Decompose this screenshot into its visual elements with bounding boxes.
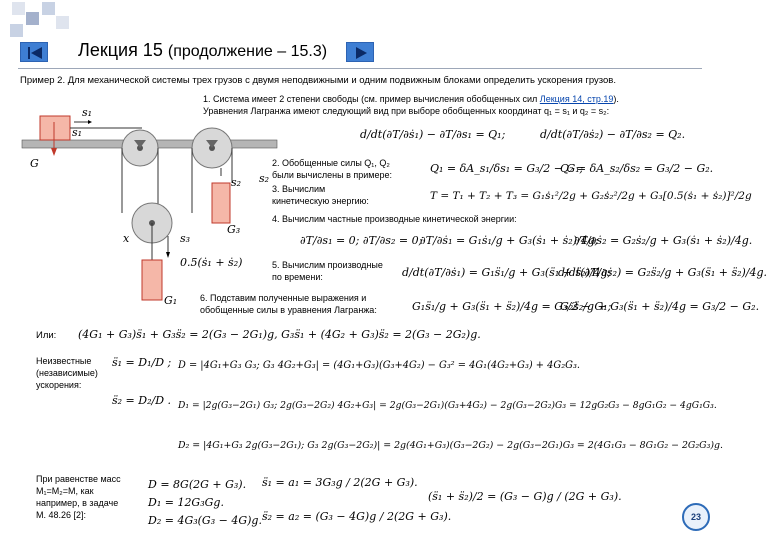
label-s2-dot: s₂ [231, 176, 242, 189]
equal-masses-line2: M₁=M₂=M, как [36, 486, 94, 496]
label-G3: G₃ [227, 223, 241, 236]
result-a1: s̈₁ = a₁ = 3G₃g / 2(2G + G₃). [262, 476, 418, 489]
step1-line2: Уравнения Лагранжа имеют следующий вид при выборе обобщенных координат q₁ = s₁ и q₂ = s₂: [203, 106, 610, 116]
result-D2: D₂ = 4G₃(G₃ − 4G)g. [148, 514, 262, 527]
slide-title [78, 40, 327, 61]
time-derivative-1: d/dt(∂T/∂ṡ₁) = G₁s̈₁/g + G₃(s̈₁ + s̈₂)/4g; [402, 266, 612, 279]
result-D: D = 8G(2G + G₃). [148, 478, 247, 491]
result-D1: D₁ = 12G₃Gg. [148, 496, 224, 509]
mechanism-diagram [22, 98, 292, 308]
step2-line2: были вычислены в примере: [272, 170, 392, 180]
weight-g2-block [212, 183, 230, 223]
partial-s: ∂T/∂s₁ = 0; ∂T/∂s₂ = 0; [300, 234, 423, 247]
step3-line1: 3. Вычислим [272, 184, 326, 194]
label-s2: s₂ [259, 172, 270, 185]
label-G: G [30, 157, 39, 170]
skip-back-icon [21, 43, 49, 63]
kinetic-energy: T = T₁ + T₂ + T₃ = G₁ṡ₁²/2g + G₂ṡ₂²/2g + G₃[0.5(ṡ₁ + ṡ₂)]²/2g [430, 190, 752, 202]
step6-line2: обобщенные силы в уравнения Лагранжа: [200, 305, 377, 315]
result-a2: s̈₂ = a₂ = (G₃ − 4G)g / 2(2G + G₃). [262, 510, 452, 523]
header-divider [18, 68, 702, 69]
equal-masses-line3: например, в задаче [36, 498, 119, 508]
lecture-14-link[interactable]: Лекция 14, стр.19 [539, 94, 614, 104]
determinant-D: D = |4G₁+G₃ G₃; G₃ 4G₂+G₃| = (4G₁+G₃)(G₃+4G₂) − G₃² = 4G₁(4G₂+G₃) + 4G₂G₃. [178, 360, 580, 371]
page-number-badge: 23 [682, 503, 710, 531]
title-main: Лекция 15 [78, 40, 163, 60]
unknowns-line1: Неизвестные [36, 356, 92, 366]
decorative-squares [4, 2, 74, 38]
determinant-D1: D₁ = |2g(G₃−2G₁) G₃; 2g(G₃−2G₂) 4G₂+G₃| = 2g(G₃−2G₁)(G₃+4G₂) − 2g(G₃−2G₂)G₃ = 12gG₂G₃ − 8gG₁G₂ − 4gG₁G₃. [178, 400, 717, 411]
equal-masses-line4: М. 48.26 [2]: [36, 510, 87, 520]
or-label: Или: [36, 330, 57, 341]
solution-s2: s̈₂ = D₂/D . [112, 394, 172, 407]
solution-s1: s̈₁ = D₁/D ; [112, 356, 172, 369]
label-s1-dot: s₁ [72, 126, 83, 139]
lagrange-eq-2: d/dt(∂T/∂ṡ₂) − ∂T/∂s₂ = Q₂. [540, 128, 686, 141]
label-G1: G₁ [164, 294, 178, 307]
step1-line1: 1. Система имеет 2 степени свободы (см. пример вычисления обобщенных сил Лекция 14, стр.19). [203, 94, 619, 104]
time-derivative-2: d/dt(∂T/∂ṡ₂) = G₂s̈₂/g + G₃(s̈₁ + s̈₂)/4g. [558, 266, 767, 279]
generalized-force-q1: Q₁ = δA_s₁/δs₁ = G₃/2 − G₁; [430, 162, 584, 175]
substituted-eq-2: G₂s̈₂/g + G₃(s̈₁ + s̈₂)/4g = G₃/2 − G₂. [560, 300, 760, 313]
step5-line1: 5. Вычислим производные [272, 260, 383, 270]
partial-dot-s1: ∂T/∂ṡ₁ = G₁ṡ₁/g + G₃(ṡ₁ + ṡ₂)/4g; [420, 234, 599, 247]
equal-masses-line1: При равенстве масс [36, 474, 121, 484]
prev-slide-button[interactable] [20, 42, 48, 62]
unknowns-line2: (независимые) [36, 368, 98, 378]
generalized-force-q2: Q₂ = δA_s₂/δs₂ = G₃/2 − G₂. [560, 162, 714, 175]
label-s1: s₁ [82, 106, 93, 119]
title-subtitle: (продолжение – 15.3) [167, 43, 328, 60]
step2-line1: 2. Обобщенные силы Q₁, Q₂ [272, 158, 390, 168]
substituted-eq-1: G₁s̈₁/g + G₃(s̈₁ + s̈₂)/4g = G₃/2 − G₁; [412, 300, 612, 313]
next-slide-button[interactable] [346, 42, 374, 62]
result-sum: (s̈₁ + s̈₂)/2 = (G₃ − G)g / (2G + G₃). [428, 490, 622, 503]
label-half-velocity: 0.5(ṡ₁ + ṡ₂) [180, 256, 243, 269]
step5-line2: по времени: [272, 272, 323, 282]
weight-g3-block [142, 260, 162, 300]
determinant-D2: D₂ = |4G₁+G₃ 2g(G₃−2G₁); G₃ 2g(G₃−2G₂)| = 2g(4G₁+G₃)(G₃−2G₂) − 2g(G₃−2G₁)G₃ = 2(4G₁G₃ − 8G₁G₂ − 2G₂G₃)g. [178, 440, 724, 451]
partial-dot-s2: ∂T/∂ṡ₂ = G₂ṡ₂/g + G₃(ṡ₁ + ṡ₂)/4g. [574, 234, 753, 247]
step4-text: 4. Вычислим частные производные кинетической энергии: [272, 214, 517, 224]
label-s3-dot: s₃ [180, 232, 191, 245]
play-icon [347, 43, 375, 63]
unknowns-line3: ускорения: [36, 380, 82, 390]
weight-g1-block [40, 116, 70, 140]
step3-line2: кинетическую энергию: [272, 196, 369, 206]
problem-statement: Пример 2. Для механической системы трех грузов с двумя неподвижными и одним подвижным блоками определить ускорения грузов. [20, 75, 616, 86]
lagrange-eq-1: d/dt(∂T/∂ṡ₁) − ∂T/∂s₁ = Q₁; [360, 128, 506, 141]
step6-line1: 6. Подставим полученные выражения и [200, 293, 367, 303]
label-x: x [123, 232, 130, 245]
linear-system: (4G₁ + G₃)s̈₁ + G₃s̈₂ = 2(G₃ − 2G₁)g, G₃s̈₁ + (4G₂ + G₃)s̈₂ = 2(G₃ − 2G₂)g. [78, 328, 481, 341]
